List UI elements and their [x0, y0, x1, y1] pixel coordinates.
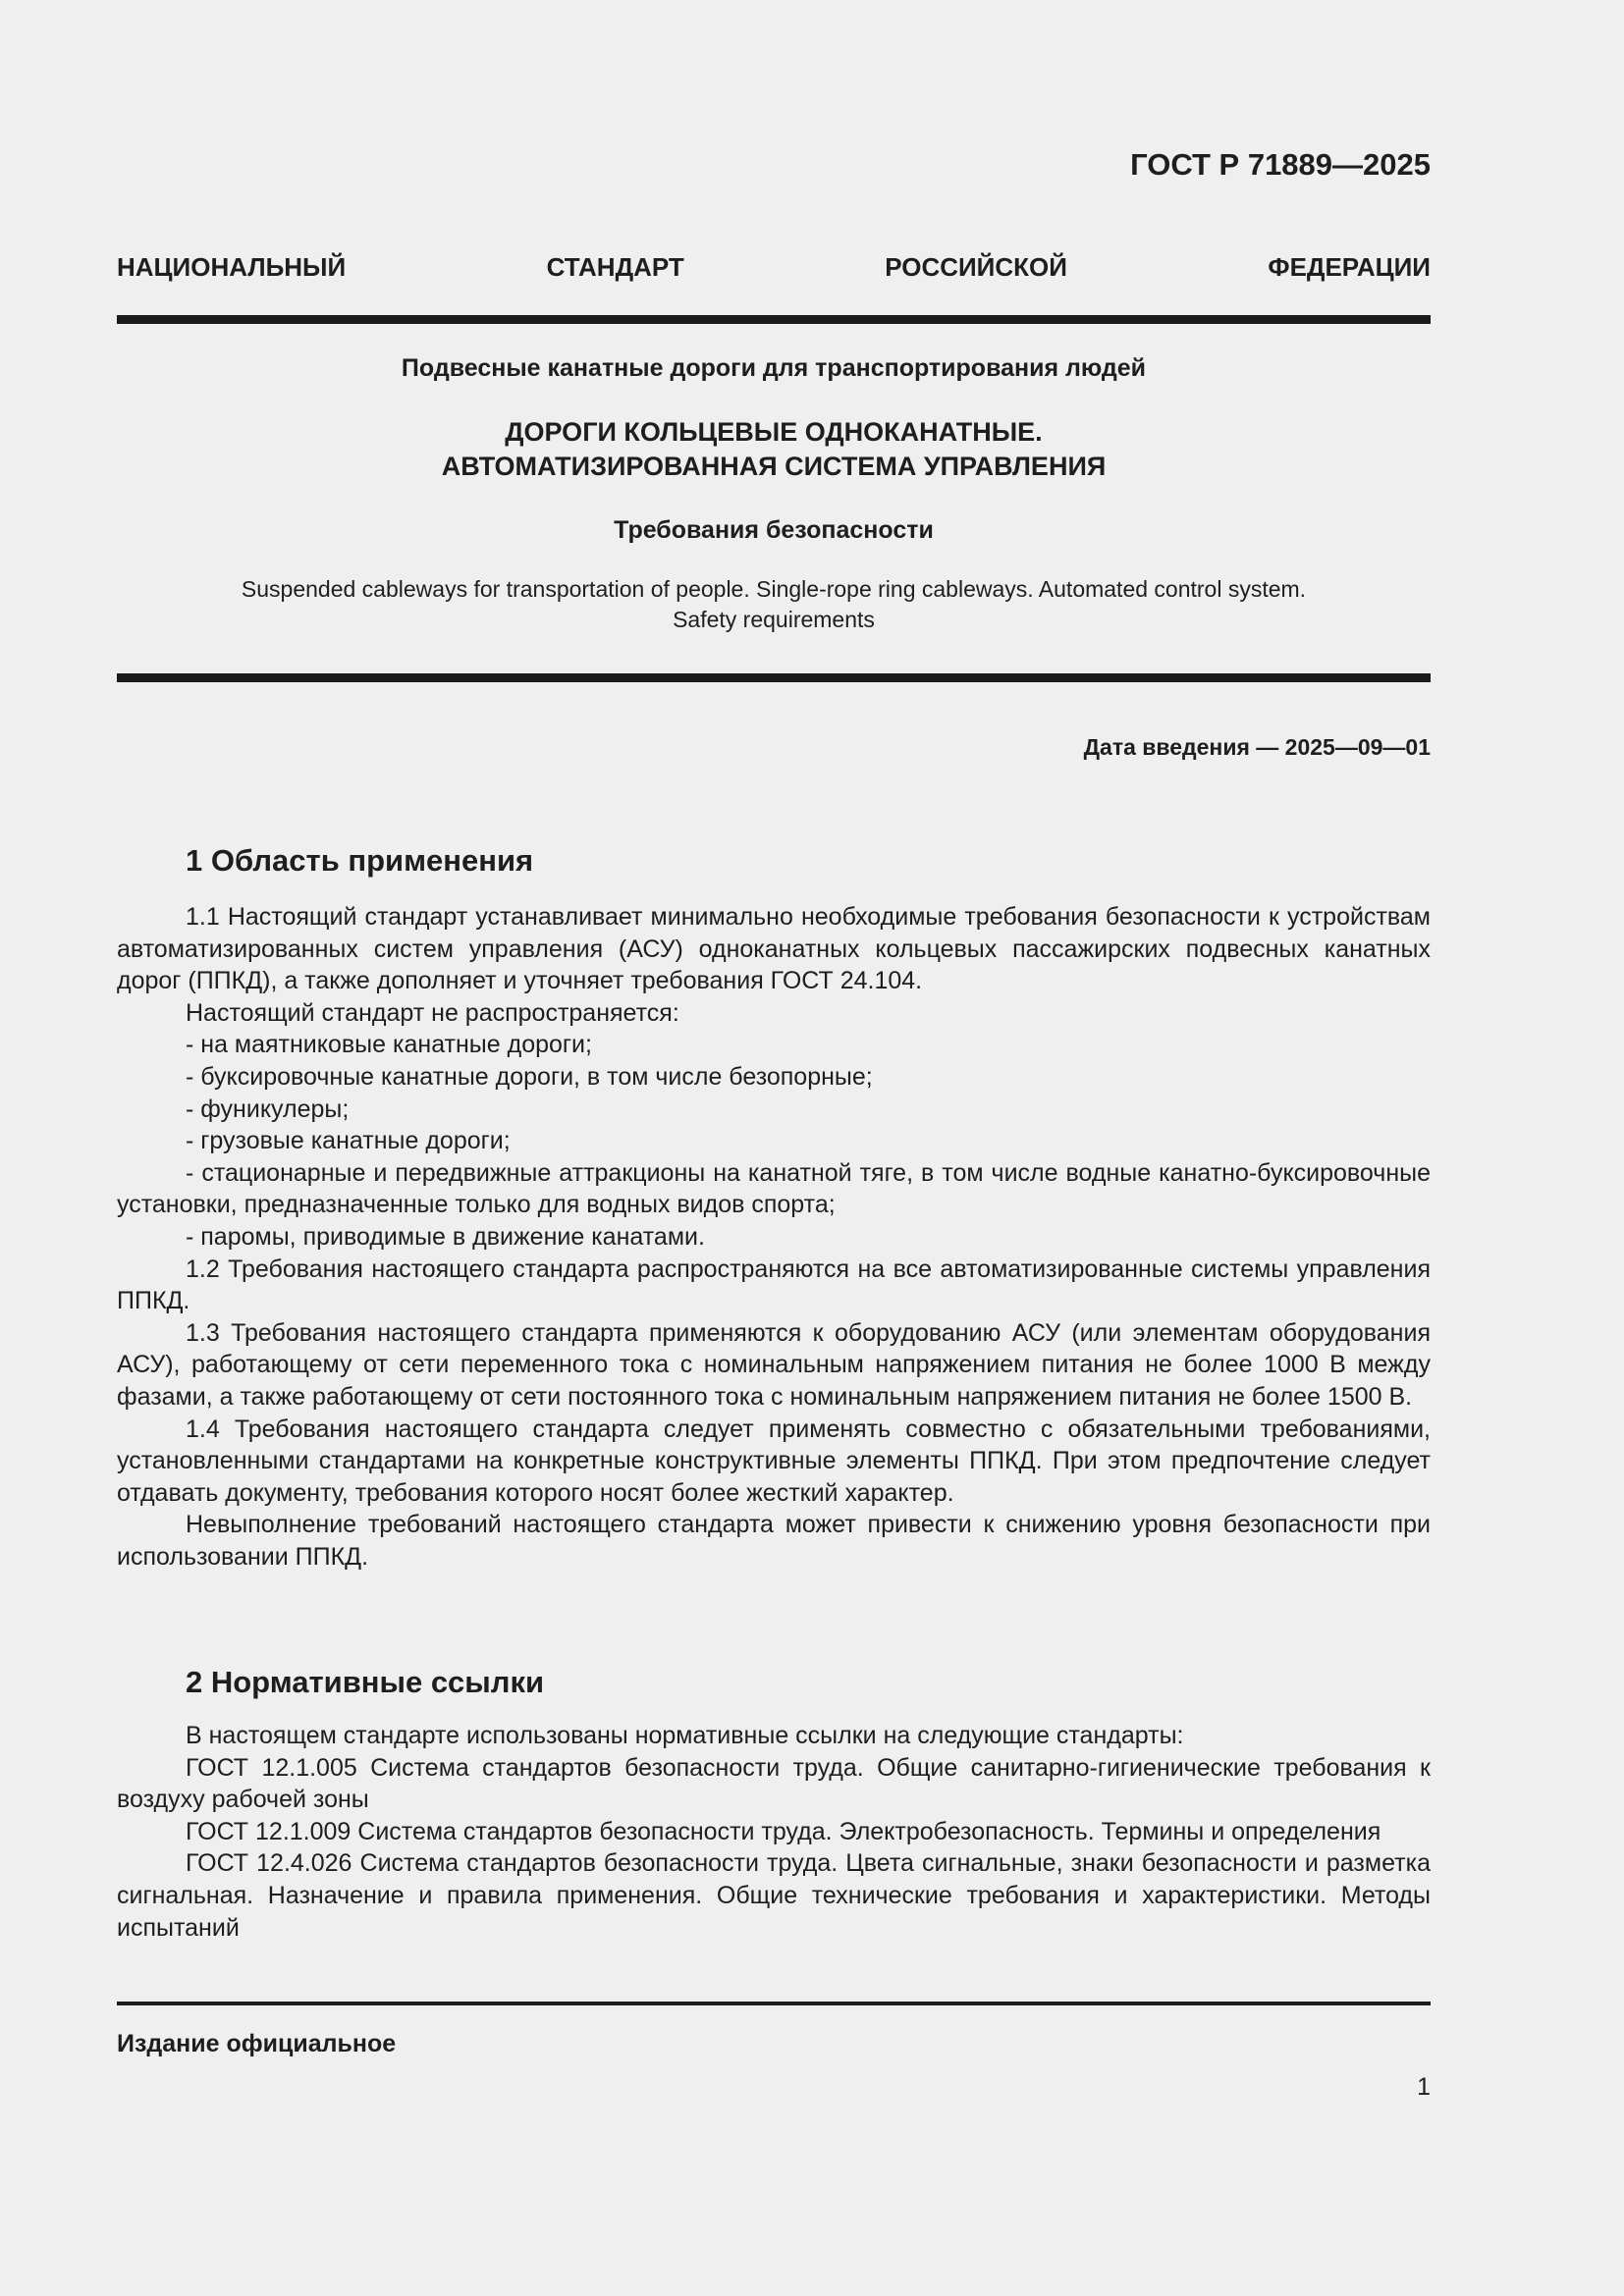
english-title-line-2: Safety requirements — [673, 607, 875, 632]
page-number: 1 — [1417, 2073, 1431, 2101]
list-item: - грузовые канатные дороги; — [186, 1127, 511, 1155]
standard-subtitle: Требования безопасности — [614, 516, 934, 544]
list-item: - фуникулеры; — [186, 1095, 350, 1123]
main-title-line-1: ДОРОГИ КОЛЬЦЕВЫЕ ОДНОКАНАТНЫЕ. — [505, 417, 1043, 447]
section-1-body — [117, 901, 1431, 1573]
reference-item: ГОСТ 12.4.026 Система стандартов безопасности труда. Цвета сигнальные, знаки безопасности и разметка сигнальная. Назначение и правила применения. Общие технические требования и характеристики. Методы испытаний — [117, 1849, 1431, 1942]
section-2-body — [117, 1720, 1431, 1944]
standard-group-title: Подвесные канатные дороги для транспортирования людей — [401, 354, 1147, 382]
paragraph: 1.3 Требования настоящего стандарта применяются к оборудованию АСУ (или элементам оборудования АСУ), работающему от сети переменного тока с номинальным напряжением питания не более 1000 В между фазами, а также работающему от сети постоянного тока с номинальным напряжением питания не более 1500 В. — [117, 1318, 1431, 1411]
list-item: - буксировочные канатные дороги, в том числе безопорные; — [186, 1062, 873, 1091]
list-item: - паромы, приводимые в движение канатами. — [186, 1222, 705, 1251]
national-standard-heading: НАЦИОНАЛЬНЫЙ СТАНДАРТ РОССИЙСКОЙ ФЕДЕРАЦИИ — [117, 252, 1431, 282]
paragraph: 1.2 Требования настоящего стандарта распространяются на все автоматизированные системы управления ППКД. — [117, 1255, 1431, 1315]
english-title-line-1: Suspended cableways for transportation of people. Single-rope ring cableways. Automated control system. — [241, 576, 1307, 602]
footer-divider — [117, 2002, 1431, 2005]
document-number: ГОСТ Р 71889—2025 — [1130, 147, 1431, 182]
paragraph: Настоящий стандарт не распространяется: — [186, 998, 679, 1027]
reference-item: ГОСТ 12.1.005 Система стандартов безопасности труда. Общие санитарно-гигиенические требования к воздуху рабочей зоны — [117, 1753, 1431, 1814]
standard-main-title — [117, 415, 1431, 484]
paragraph: Невыполнение требований настоящего стандарта может привести к снижению уровня безопасности при использовании ППКД. — [117, 1511, 1431, 1571]
paragraph: В настоящем стандарте использованы нормативные ссылки на следующие стандарты: — [186, 1722, 1184, 1749]
list-item: - на маятниковые канатные дороги; — [186, 1031, 592, 1059]
list-item: - стационарные и передвижные аттракционы на канатной тяге, в том числе водные канатно-буксировочные установки, предназначенные только для водных видов спорта; — [117, 1158, 1431, 1219]
title-divider — [117, 673, 1431, 682]
introduction-date: Дата введения — 2025—09—01 — [1083, 734, 1431, 760]
main-title-line-2: АВТОМАТИЗИРОВАННАЯ СИСТЕМА УПРАВЛЕНИЯ — [441, 452, 1107, 481]
section-2-title: 2 Нормативные ссылки — [186, 1665, 545, 1699]
reference-item: ГОСТ 12.1.009 Система стандартов безопасности труда. Электробезопасность. Термины и определения — [186, 1817, 1381, 1845]
section-1-title: 1 Область применения — [186, 843, 534, 878]
top-divider — [117, 315, 1431, 324]
english-title — [117, 574, 1431, 635]
paragraph: 1.1 Настоящий стандарт устанавливает минимально необходимые требования безопасности к устройствам автоматизированных систем управления (АСУ) одноканатных кольцевых пассажирских подвесных канатных дорог (ППКД), а также дополняет и уточняет требования ГОСТ 24.104. — [117, 903, 1431, 995]
official-edition-label: Издание официальное — [117, 2030, 397, 2057]
paragraph: 1.4 Требования настоящего стандарта следует применять совместно с обязательными требованиями, установленными стандартами на конкретные конструктивные элементы ППКД. При этом предпочтение следует отдавать документу, требования которого носят более жесткий характер. — [117, 1415, 1431, 1507]
